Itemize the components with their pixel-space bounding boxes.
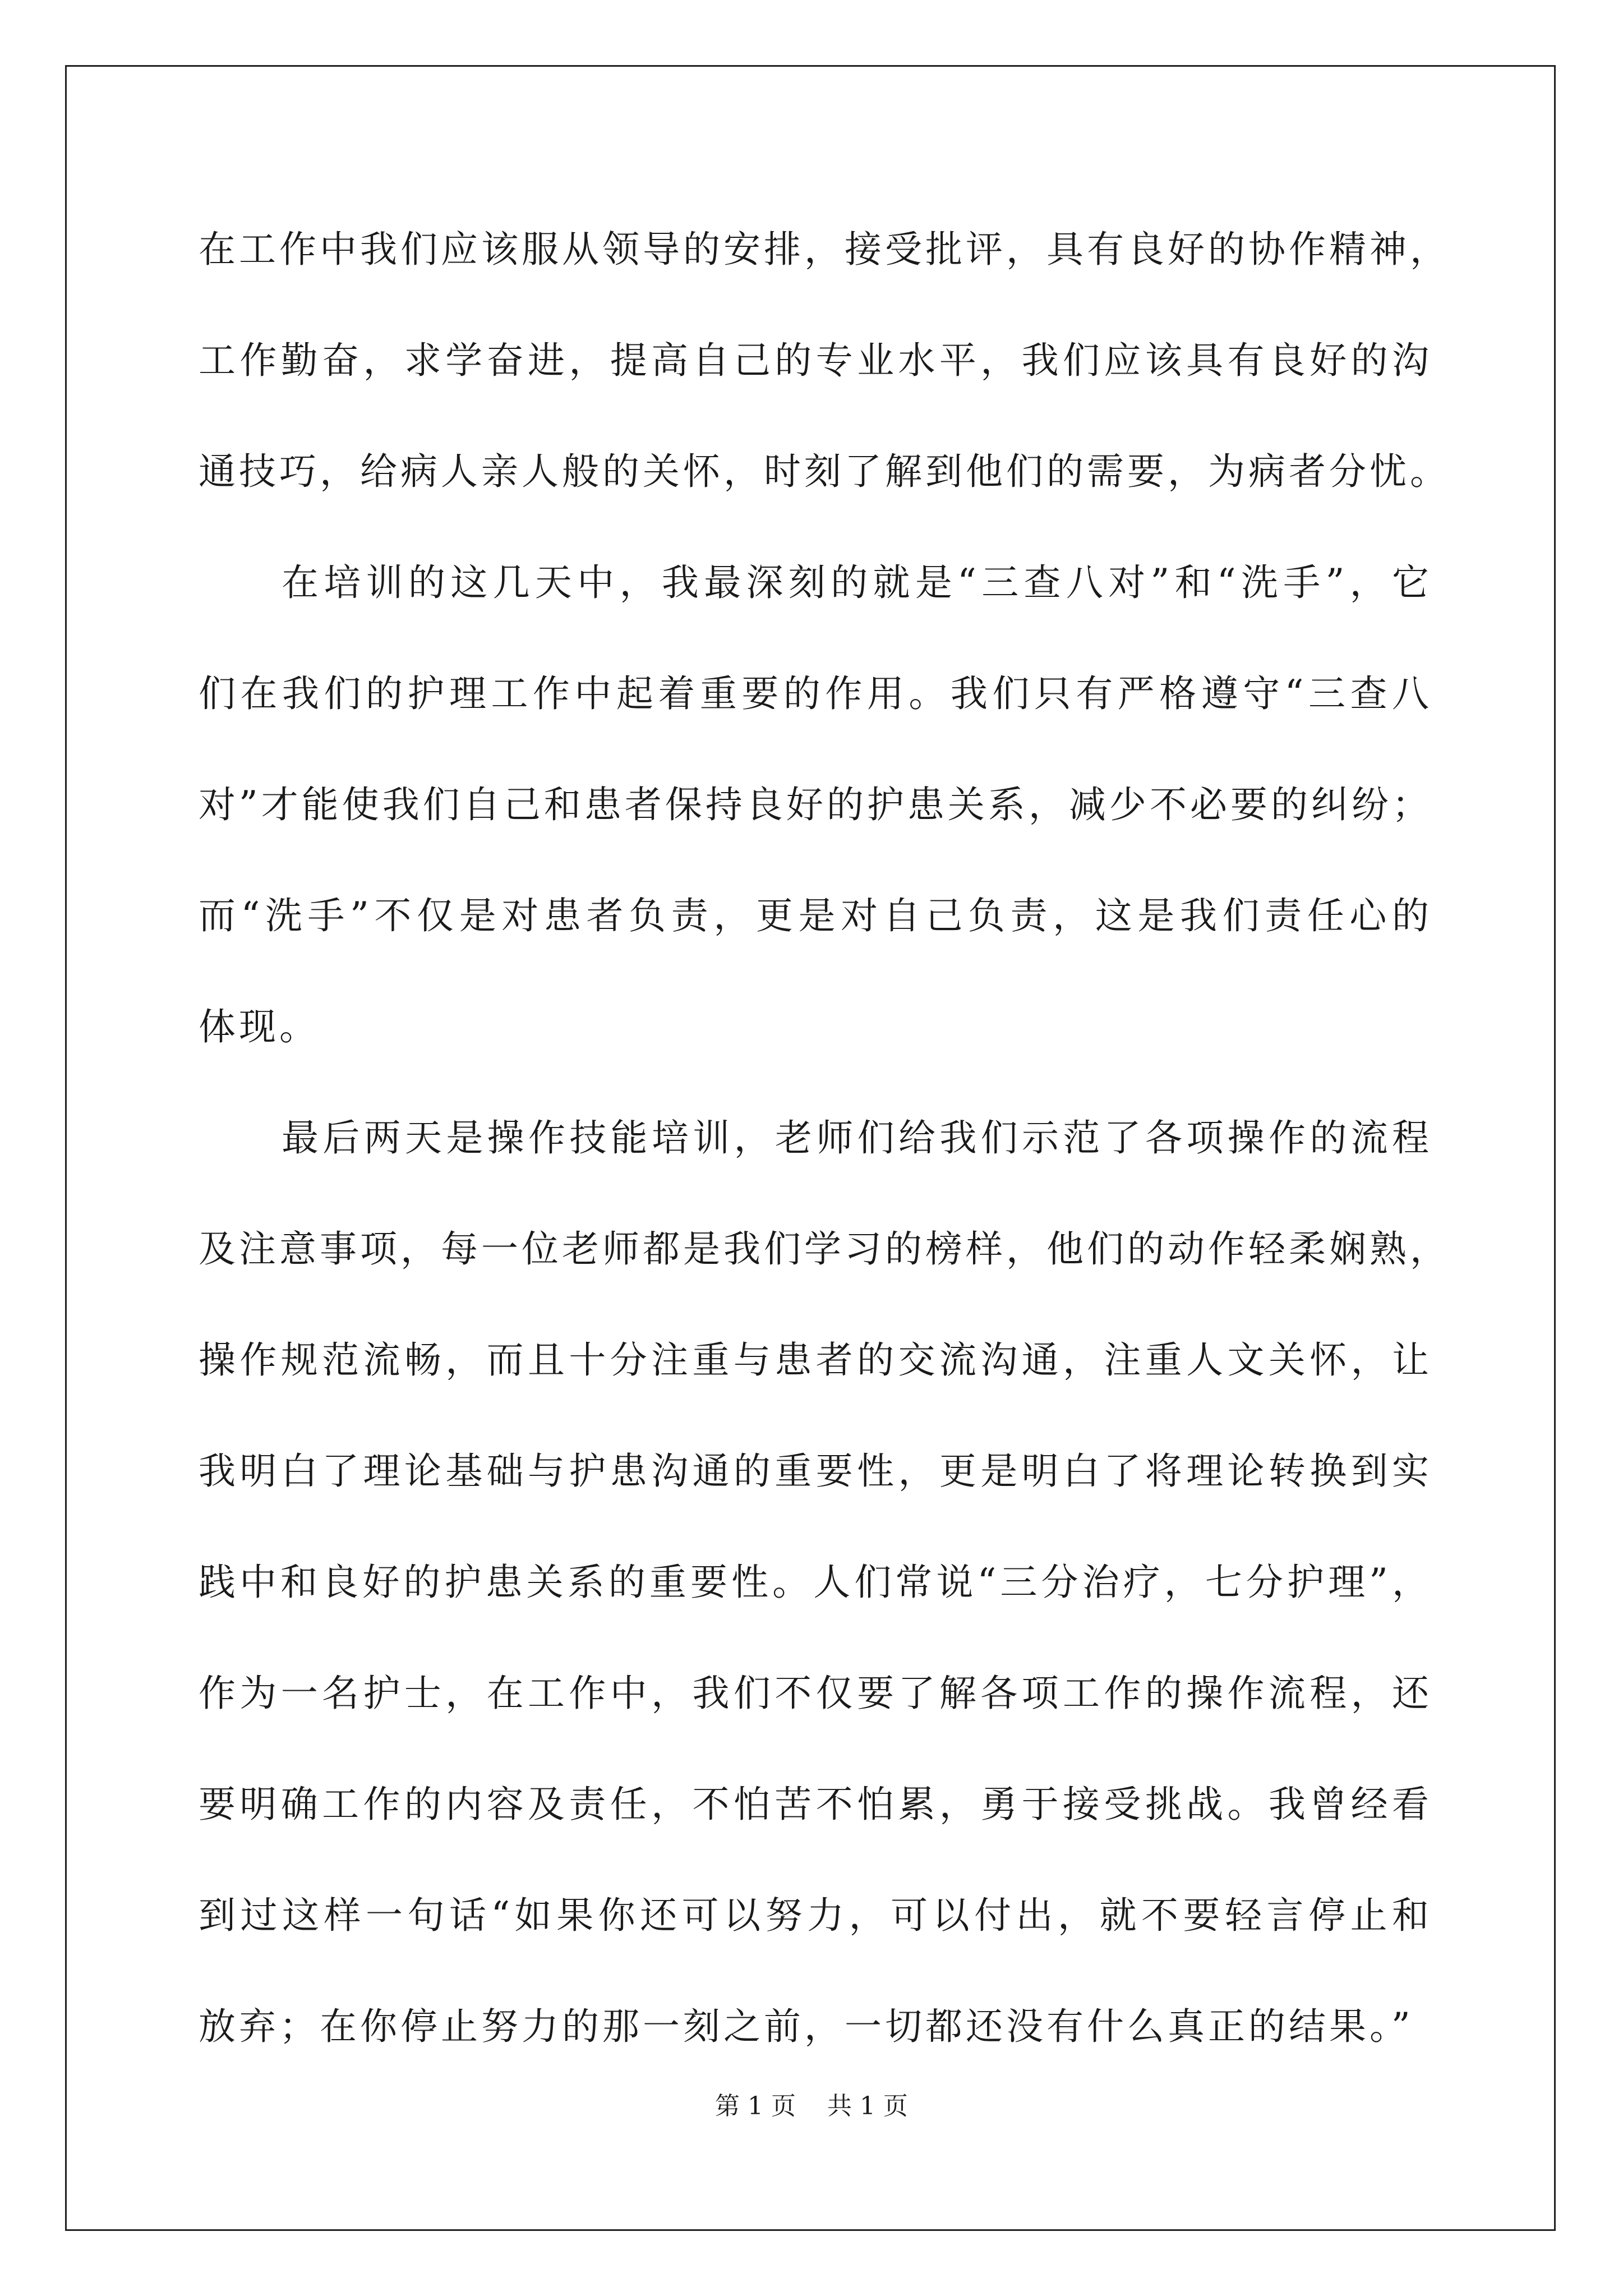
text-line: 通技巧，给病人亲人般的关怀，时刻了解到他们的需要，为病者分忧。 bbox=[199, 450, 1450, 493]
text-line: 们在我们的护理工作中起着重要的作用。我们只有严格遵守“三查八 bbox=[199, 672, 1432, 715]
text-line: 放弃；在你停止努力的那一刻之前，一切都还没有什么真正的结果。” bbox=[199, 2005, 1414, 2048]
text-line: 及注意事项，每一位老师都是我们学习的榜样，他们的动作轻柔娴熟， bbox=[199, 1227, 1450, 1271]
text-line: 作为一名护士，在工作中，我们不仅要了解各项工作的操作流程，还 bbox=[199, 1672, 1432, 1715]
page-number-footer: 第 1 页 共 1 页 bbox=[715, 2092, 908, 2120]
text-line: 在工作中我们应该服从领导的安排，接受批评，具有良好的协作精神， bbox=[199, 228, 1450, 271]
text-line: 体现。 bbox=[199, 1005, 320, 1048]
text-line: 在培训的这几天中，我最深刻的就是“三查八对”和“洗手”，它 bbox=[282, 561, 1432, 604]
text-line: 工作勤奋，求学奋进，提高自己的专业水平，我们应该具有良好的沟 bbox=[199, 339, 1432, 382]
text-line: 操作规范流畅，而且十分注重与患者的交流沟通，注重人文关怀，让 bbox=[199, 1338, 1432, 1382]
text-line: 我明白了理论基础与护患沟通的重要性，更是明白了将理论转换到实 bbox=[199, 1450, 1432, 1493]
text-line: 而“洗手”不仅是对患者负责，更是对自己负责，这是我们责任心的 bbox=[199, 894, 1432, 937]
text-line: 到过这样一句话“如果你还可以努力，可以付出，就不要轻言停止和 bbox=[199, 1894, 1432, 1937]
text-line: 践中和良好的护患关系的重要性。人们常说“三分治疗，七分护理”， bbox=[199, 1561, 1432, 1604]
text-line: 要明确工作的内容及责任，不怕苦不怕累，勇于接受挑战。我曾经看 bbox=[199, 1783, 1432, 1826]
document-body bbox=[199, 216, 1450, 2104]
text-line: 最后两天是操作技能培训，老师们给我们示范了各项操作的流程 bbox=[282, 1116, 1432, 1159]
text-line: 对”才能使我们自己和患者保持良好的护患关系，减少不必要的纠纷； bbox=[199, 783, 1432, 826]
